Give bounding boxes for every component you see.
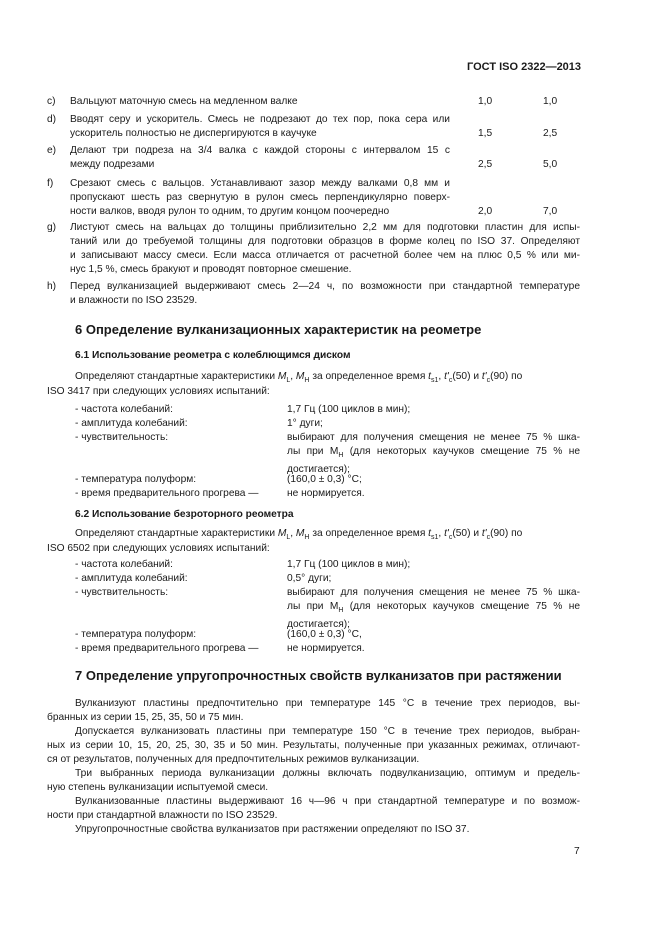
step-letter: g) [47,222,57,233]
param-label: - частота колебаний: [75,404,173,415]
param-label: - время предварительного прогрева — [75,488,259,499]
step-duration-2: 7,0 [543,206,558,217]
param-value: (160,0 ± 0,3) °C; [287,474,362,485]
param-value: не нормируется. [287,643,365,654]
section-6-2-intro-cont: ISO 6502 при следующих условиях испытаний: [47,543,270,554]
param-value: (160,0 ± 0,3) °C, [287,629,362,640]
param-label: - температура полуформ: [75,474,197,485]
step-duration-2: 1,0 [543,96,558,107]
step-letter: c) [47,96,56,107]
step-letter: h) [47,281,57,292]
step-letter: e) [47,145,57,156]
paragraph: Упругопрочностные свойства вулканизатов при растяжении определяют по ISO 37. [75,824,470,835]
param-label: - частота колебаний: [75,559,173,570]
step-text: Делают три подреза на 3/4 валка с каждой стороны с интервалом 15 с между подрезами [70,145,450,170]
step-text: Вводят серу и ускоритель. Смесь не подрезают до тех пор, пока сера или ускоритель полностью не диспергируются в каучуке [70,114,450,139]
param-label: - чувствительность: [75,432,169,443]
page-number: 7 [574,846,580,857]
step-h-text: Перед вулканизацией выдерживают смесь 2—24 ч, по возможности при стандартной температуре и влажности по ISO 23529. [70,281,580,306]
document-code: ГОСТ ISO 2322—2013 [467,61,582,73]
section-6-2-intro: Определяют стандартные характеристики $M_L$, $M_H$ за определенное время $t_{s1}$, $t'_c(50)$ и $t'_c(90)$ по [75,528,523,542]
step-letter: f) [47,178,54,189]
step-duration-2: 5,0 [543,159,558,170]
section-6-heading: 6 Определение вулканизационных характеристик на реометре [75,322,482,337]
param-value: не нормируется. [287,488,365,499]
step-text: Вальцуют маточную смесь на медленном валке [70,96,298,107]
step-duration-2: 2,5 [543,128,558,139]
param-value-sensitivity: выбирают для получения смещения не менее 75 % шка- лы при $M_H$ (для некоторых каучуков смещение 75 % не достигается); [287,432,581,476]
section-7-heading: 7 Определение упругопрочностных свойств вулканизатов при растяжении [75,668,562,683]
step-g-text: Листуют смесь на вальцах до толщины приблизительно 2,2 мм для подготовки пластин для испы- таний или до требуемой толщины для подготовки образцов в форме колец по ISO 37. Определяют и записывают массу смеси. Если масса отличается от расчетной более чем на плюс 0,5 % или ми- нус 1,5 %, смесь бракуют и проводят повторное смешение. [70,222,580,275]
step-duration-1: 2,5 [478,159,493,170]
step-text: Срезают смесь с вальцов. Устанавливают зазор между валками 0,8 мм и пропускают шесть раз свернутую в рулон смесь перпендикулярно поверх- ности валков, вводя рулон то одним, то другим концом поочередно [70,178,450,217]
paragraph: Вулканизуют пластины предпочтительно при температуре 145 °C в течение трех периодов, вы- бранных из серии 15, 25, 35, 50 и 75 мин. [47,698,580,723]
paragraph: Вулканизованные пластины выдерживают 16 ч—96 ч при стандартной температуре и по возмож- ности при стандартной влажности по ISO 23529. [47,796,580,821]
step-letter: d) [47,114,57,125]
param-label: - температура полуформ: [75,629,197,640]
paragraph: Три выбранных периода вулканизации должны включать подвулканизацию, оптимум и предель- ную степень вулканизации испытуемой смеси. [47,768,580,793]
param-label: - время предварительного прогрева — [75,643,259,654]
step-duration-1: 1,5 [478,128,493,139]
section-6-2-heading: 6.2 Использование безроторного реометра [75,509,294,520]
param-value: 1,7 Гц (100 циклов в мин); [287,559,411,570]
section-6-1-heading: 6.1 Использование реометра с колеблющимся диском [75,350,351,361]
section-7-body [47,697,580,837]
param-label: - чувствительность: [75,587,169,598]
param-value: 1,7 Гц (100 циклов в мин); [287,404,411,415]
step-duration-1: 1,0 [478,96,493,107]
step-duration-1: 2,0 [478,206,493,217]
param-value: 1° дуги; [287,418,323,429]
param-label: - амплитуда колебаний: [75,418,188,429]
section-6-1-intro-cont: ISO 3417 при следующих условиях испытаний: [47,386,270,397]
paragraph: Допускается вулканизовать пластины при температуре 150 °C в течение трех периодов, выбран- ных из серии 10, 15, 20, 25, 30, 35 и 50 мин. Результаты, полученные при указанных режимах, отличают- ся от результатов, полученных для предпочтительных режимов вулканизации. [47,726,580,765]
section-6-1-intro: Определяют стандартные характеристики $M_L$, $M_H$ за определенное время $t_{s1}$, $t'_c(50)$ и $t'_c(90)$ по [75,371,523,385]
param-value-sensitivity: выбирают для получения смещения не менее 75 % шка- лы при $M_H$ (для некоторых каучуков смещение 75 % не достигается); [287,587,581,631]
param-label: - амплитуда колебаний: [75,573,188,584]
param-value: 0,5° дуги; [287,573,332,584]
